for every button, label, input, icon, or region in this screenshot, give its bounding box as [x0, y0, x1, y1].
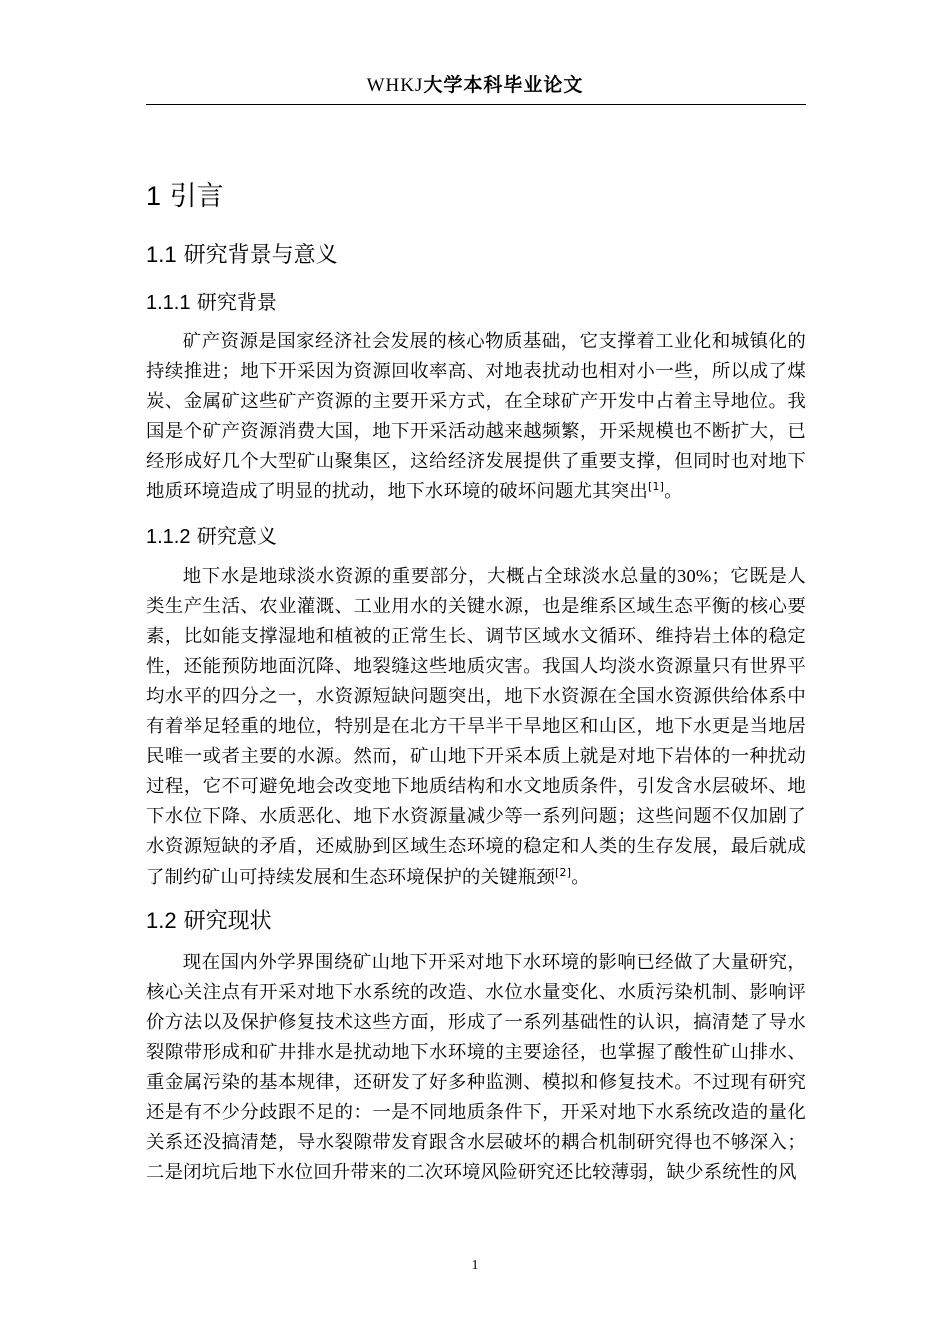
subsection-number: 1.1.1: [146, 292, 191, 314]
subsection-title: 研究意义: [196, 523, 277, 548]
running-header: [0, 70, 950, 97]
page-number: 1: [471, 1258, 479, 1273]
section-title: 研究现状: [183, 908, 272, 934]
page-body: [146, 172, 806, 1196]
paragraph-text: 现在国内外学界围绕矿山地下开采对地下水环境的影响已经做了大量研究，核心关注点有开采对地下水系统的改造、水位水量变化、水质污染机制、影响评价方法以及保护修复技术这些方面，形成了一系列基础性的认识，搞清楚了导水裂隙带形成和矿井排水是扰动地下水环境的主要途径，也掌握了酸性矿山排水、重金属污染的基本规律，还研发了好多种监测、模拟和修复技术。不过现有研究还是有不少分歧跟不足的：一是不同地质条件下，开采对地下水系统改造的量化关系还没搞清楚，导水裂隙带发育跟含水层破坏的耦合机制研究得也不够深入；二是闭坑后地下水位回升带来的二次环境风险研究还比较薄弱，缺少系统性的风: [146, 951, 806, 1184]
header-latin: WHKJ: [366, 75, 424, 96]
citation-1[interactable]: [1]: [647, 480, 665, 494]
subsection-number: 1.1.2: [146, 525, 191, 548]
header-title: 大学本科毕业论文: [423, 74, 584, 96]
paragraph-text-b: ；它既是人类生产生活、农业灌溉、工业用水的关键水源，也是维系区域生态平衡的核心要素，比如能支撑湿地和植被的正常生长、调节区域水文循环、维持岩土体的稳定性，还能预防地面沉降、地裂缝这些地质灾害。我国人均淡水资源量只有世界平均水平的四分之一，水资源短缺问题突出，地下水资源在全国水资源供给体系中有着举足轻重的地位，特别是在北方干旱半干旱地区和山区，地下水更是当地居民唯一或者主要的水源。然而，矿山地下开采本质上就是对地下岩体的一种扰动过程，它不可避免地会改变地下地质结构和水文地质条件，引发含水层破坏、地下水位下降、水质恶化、地下水资源量减少等一系列问题；这些问题不仅加剧了水资源短缺的矛盾，还威胁到区域生态环境的稳定和人类的生存发展，最后就成了制约矿山可持续发展和生态环境保护的关键瓶颈: [146, 565, 806, 888]
paragraph-end: 。: [664, 481, 683, 503]
paragraph-text-a: 地下水是地球淡水资源的重要部分，大概占全球淡水总量的: [182, 565, 678, 587]
section-title: 研究背景与意义: [183, 243, 338, 268]
header-divider: [146, 104, 806, 105]
paragraph-research-status: [146, 948, 806, 1189]
paragraph-end: 。: [571, 866, 590, 888]
section-heading-1-1: [146, 235, 806, 276]
section-number: 1.1: [146, 242, 177, 267]
chapter-title: 引言: [169, 181, 224, 212]
subsection-heading-1-1-2: [146, 516, 806, 557]
percent-value: 30%: [677, 565, 712, 586]
paragraph-research-significance: [146, 561, 806, 893]
paragraph-text: 矿产资源是国家经济社会发展的核心物质基础，它支撑着工业化和城镇化的持续推进；地下开采因为资源回收率高、对地表扰动也相对小一些，所以成了煤炭、金属矿这些矿产资源的主要开采方式，在全球矿产开发中占着主导地位。我国是个矿产资源消费大国，地下开采活动越来越频繁，开采规模也不断扩大，已经形成好几个大型矿山聚集区，这给经济发展提供了重要支撑，但同时也对地下地质环境造成了明显的扰动，地下水环境的破坏问题尤其突出: [146, 331, 806, 503]
subsection-heading-1-1-1: [146, 282, 806, 323]
subsection-title: 研究背景: [196, 290, 277, 314]
paragraph-research-background: [146, 327, 806, 508]
section-number: 1.2: [146, 907, 177, 933]
citation-2[interactable]: [2]: [555, 865, 572, 879]
chapter-heading: [146, 172, 806, 221]
chapter-number: 1: [146, 181, 162, 211]
section-heading-1-2: [146, 901, 806, 942]
